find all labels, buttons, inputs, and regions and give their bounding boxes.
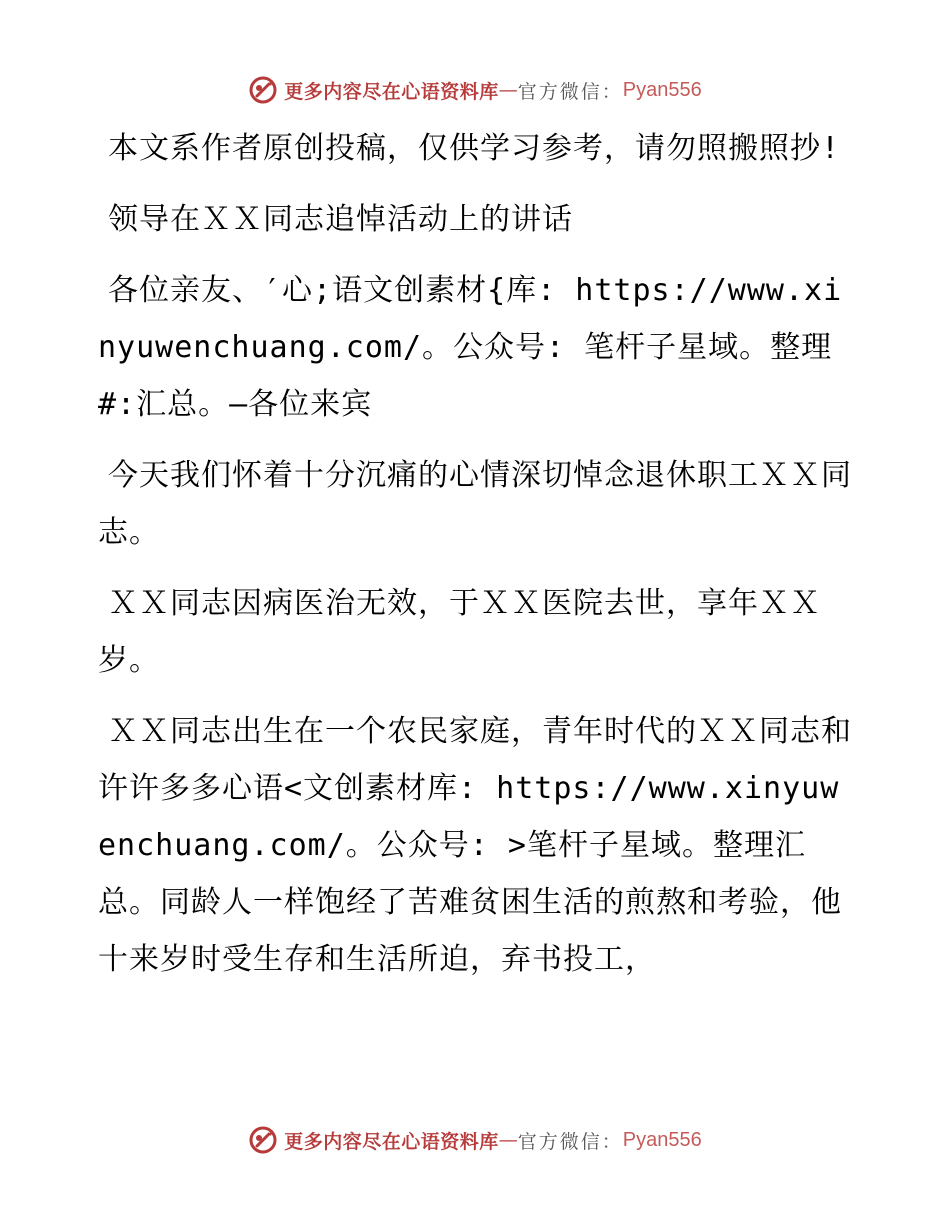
banner-site-name: 更多内容尽在心语资料库 xyxy=(284,80,499,103)
quill-logo-icon xyxy=(248,1125,278,1155)
speech-title: 领导在ＸＸ同志追悼活动上的讲话 xyxy=(108,202,573,237)
footer-banner xyxy=(0,1120,950,1160)
quill-logo-icon xyxy=(248,75,278,105)
banner-separator: — xyxy=(498,1129,518,1151)
banner-official-label: 官方微信 xyxy=(517,1130,602,1153)
header-banner xyxy=(0,70,950,110)
banner-separator: — xyxy=(498,79,518,101)
biography-paragraph: ＸＸ同志出生在一个农民家庭，青年时代的ＸＸ同志和许许多多心语<文创素材库: https://www.xinyuwenchuang.com/。公众号: >笔杆子星域。整理汇总。同龄人一样饱经了苦难贫困生活的煎熬和考验，他十来岁时受生存和生活所迫，弃书投工， xyxy=(98,714,852,977)
mourning-paragraph: 今天我们怀着十分沉痛的心情深切悼念退休职工ＸＸ同志。 xyxy=(98,458,852,550)
intro-disclaimer: 本文系作者原创投稿，仅供学习参考，请勿照搬照抄! xyxy=(108,131,841,166)
banner-colon: ： xyxy=(601,1130,621,1153)
banner-colon: ： xyxy=(601,80,621,103)
death-notice-paragraph: ＸＸ同志因病医治无效，于ＸＸ医院去世，享年ＸＸ岁。 xyxy=(98,586,821,678)
greeting-paragraph: 各位亲友、′心;语文创素材{库: https://www.xinyuwenchuang.com/。公众号: 笔杆子星域。整理#:汇总。—各位来宾 xyxy=(98,273,843,422)
document-body xyxy=(98,120,858,1002)
banner-wechat-id: Pyan556 xyxy=(622,78,702,101)
banner-official-label: 官方微信 xyxy=(517,80,602,103)
banner-site-name: 更多内容尽在心语资料库 xyxy=(284,1130,499,1153)
banner-wechat-id: Pyan556 xyxy=(622,1128,702,1151)
